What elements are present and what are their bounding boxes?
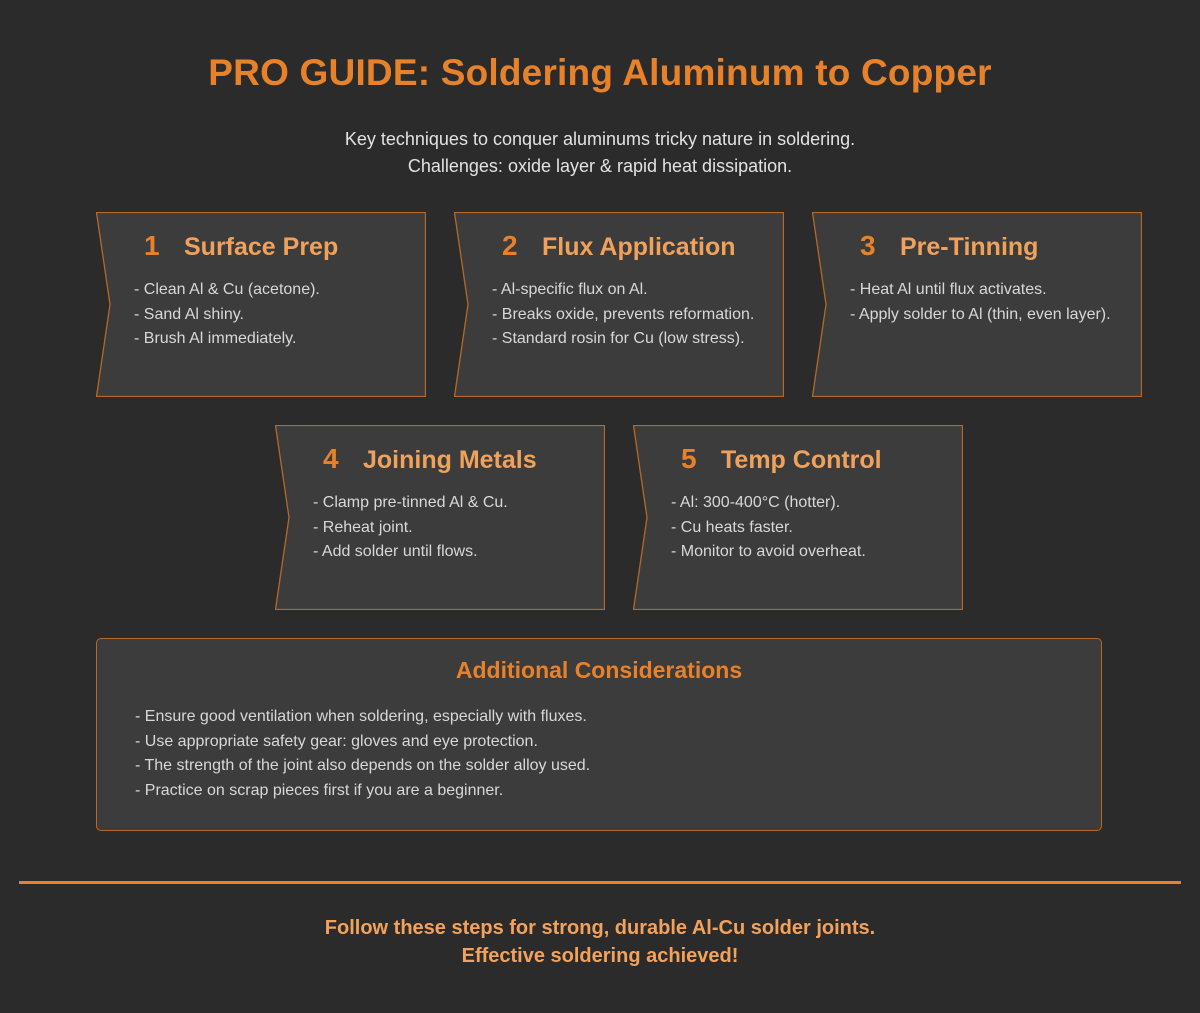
step-number: 5	[681, 443, 697, 474]
step-card-4	[275, 425, 605, 610]
considerations-title: Additional Considerations	[455, 657, 743, 683]
considerations-list	[135, 705, 590, 803]
list-item: - Clean Al & Cu (acetone).	[134, 281, 320, 298]
list-item: - Monitor to avoid overheat.	[671, 543, 866, 560]
step-title: Joining Metals	[363, 446, 537, 474]
step-title: Temp Control	[721, 446, 882, 474]
step-number: 3	[860, 230, 876, 261]
list-item: - Use appropriate safety gear: gloves and eye protection.	[135, 732, 538, 750]
step-list	[492, 278, 767, 352]
list-item: - Cu heats faster.	[671, 518, 793, 536]
footer	[0, 914, 1200, 970]
step-title: Flux Application	[542, 233, 736, 261]
step-card-3	[812, 212, 1142, 397]
list-item: - Al: 300-400°C (hotter).	[671, 494, 841, 511]
list-item: - Brush Al immediately.	[134, 330, 297, 347]
step-title: Pre-Tinning	[900, 233, 1039, 261]
subtitle	[0, 126, 1200, 180]
step-number: 2	[502, 230, 518, 261]
step-card-5	[633, 425, 963, 610]
step-list	[134, 278, 409, 352]
list-item: - Heat Al until flux activates.	[850, 281, 1047, 298]
step-number: 1	[144, 230, 160, 261]
list-item: - The strength of the joint also depends on the solder alloy used.	[135, 757, 591, 774]
list-item: - Breaks oxide, prevents reformation.	[492, 305, 755, 323]
list-item: - Sand Al shiny.	[134, 305, 244, 323]
footer-line-2: Effective soldering achieved!	[461, 945, 739, 967]
list-item: - Practice on scrap pieces first if you are a beginner.	[135, 781, 504, 799]
subtitle-line-2: Challenges: oxide layer & rapid heat dissipation.	[407, 156, 793, 176]
step-title: Surface Prep	[184, 233, 339, 261]
step-card-1	[96, 212, 426, 397]
step-list	[313, 491, 588, 565]
list-item: - Add solder until flows.	[313, 543, 478, 560]
list-item: - Apply solder to Al (thin, even layer).	[850, 305, 1111, 323]
list-item: - Clamp pre-tinned Al & Cu.	[313, 494, 508, 511]
step-list	[671, 491, 946, 565]
page-title: PRO GUIDE: Soldering Aluminum to Copper	[208, 52, 992, 93]
step-list	[850, 278, 1125, 327]
considerations-panel	[96, 638, 1102, 831]
list-item: - Standard rosin for Cu (low stress).	[492, 330, 745, 347]
step-card-2	[454, 212, 784, 397]
list-item: - Al-specific flux on Al.	[492, 281, 648, 298]
footer-line-1: Follow these steps for strong, durable Al-Cu solder joints.	[324, 917, 876, 939]
subtitle-line-1: Key techniques to conquer aluminums tricky nature in soldering.	[344, 129, 856, 149]
list-item: - Reheat joint.	[313, 518, 413, 536]
footer-divider	[19, 881, 1181, 884]
step-number: 4	[323, 443, 339, 474]
list-item: - Ensure good ventilation when soldering, especially with fluxes.	[135, 708, 587, 725]
